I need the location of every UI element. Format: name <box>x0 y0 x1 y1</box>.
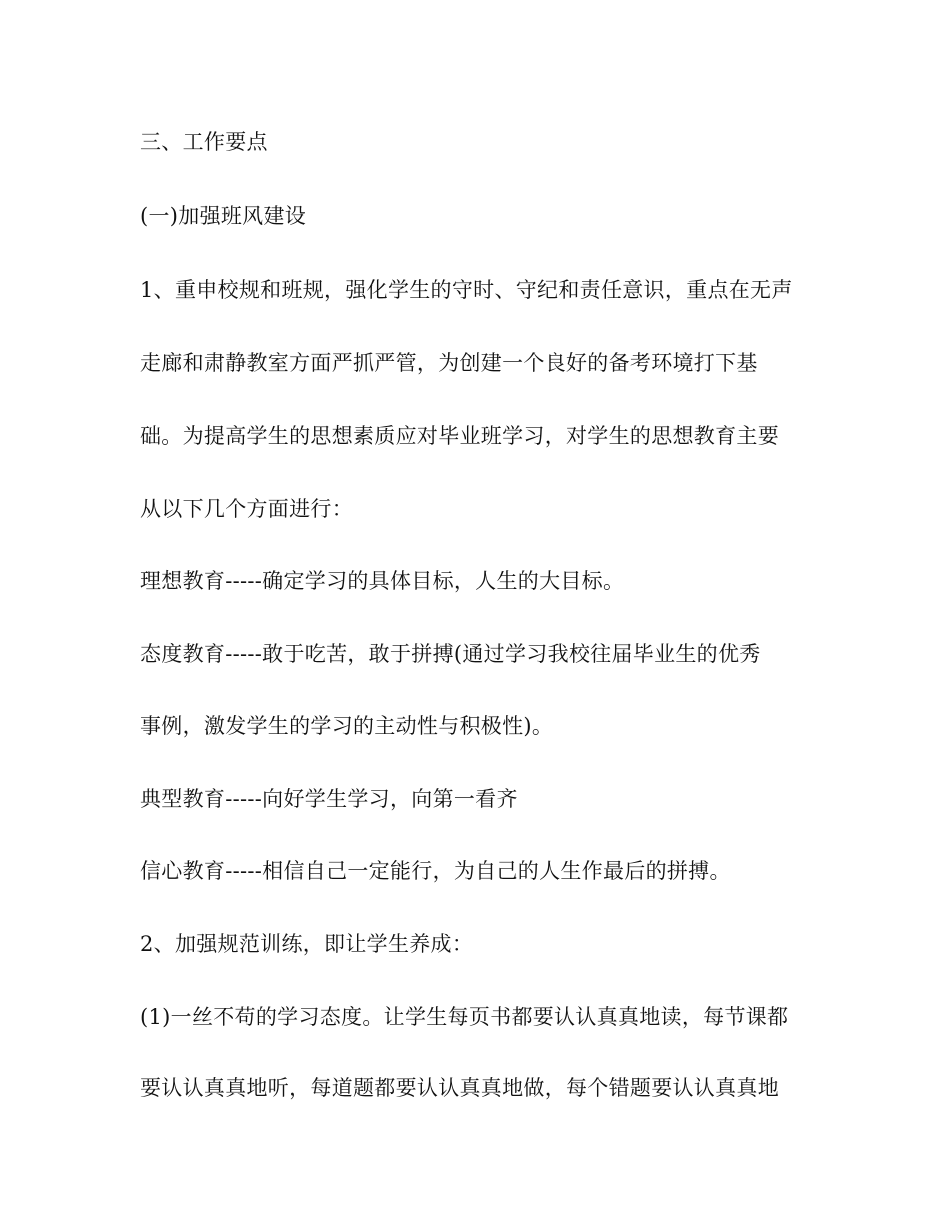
paragraph-line: 事例，激发学生的学习的主动性与积极性)。 <box>140 714 554 738</box>
paragraph-line: 1、重申校规和班规，强化学生的守时、守纪和责任意识，重点在无声 <box>140 278 793 302</box>
subsection-heading: (一)加强班风建设 <box>140 204 307 228</box>
paragraph-line: 础。为提高学生的思想素质应对毕业班学习，对学生的思想教育主要 <box>140 424 779 448</box>
paragraph-line: 走廊和肃静教室方面严抓严管，为创建一个良好的备考环境打下基 <box>140 351 758 375</box>
paragraph-line: 要认认真真地听，每道题都要认认真真地做，每个错题要认认真真地 <box>140 1076 779 1100</box>
paragraph-line: (1)一丝不苟的学习态度。让学生每页书都要认认真真地读，每节课都 <box>140 1005 789 1029</box>
paragraph-line: 理想教育-----确定学习的具体目标，人生的大目标。 <box>140 569 625 593</box>
section-heading: 三、工作要点 <box>140 130 268 154</box>
paragraph-line: 从以下几个方面进行： <box>140 497 353 521</box>
paragraph-line: 2、加强规范训练，即让学生养成： <box>140 932 474 956</box>
paragraph-line: 态度教育-----敢于吃苦，敢于拼搏(通过学习我校往届毕业生的优秀 <box>140 642 761 666</box>
paragraph-line: 典型教育-----向好学生学习，向第一看齐 <box>140 787 518 811</box>
paragraph-line: 信心教育-----相信自己一定能行，为自己的人生作最后的拼搏。 <box>140 859 731 883</box>
